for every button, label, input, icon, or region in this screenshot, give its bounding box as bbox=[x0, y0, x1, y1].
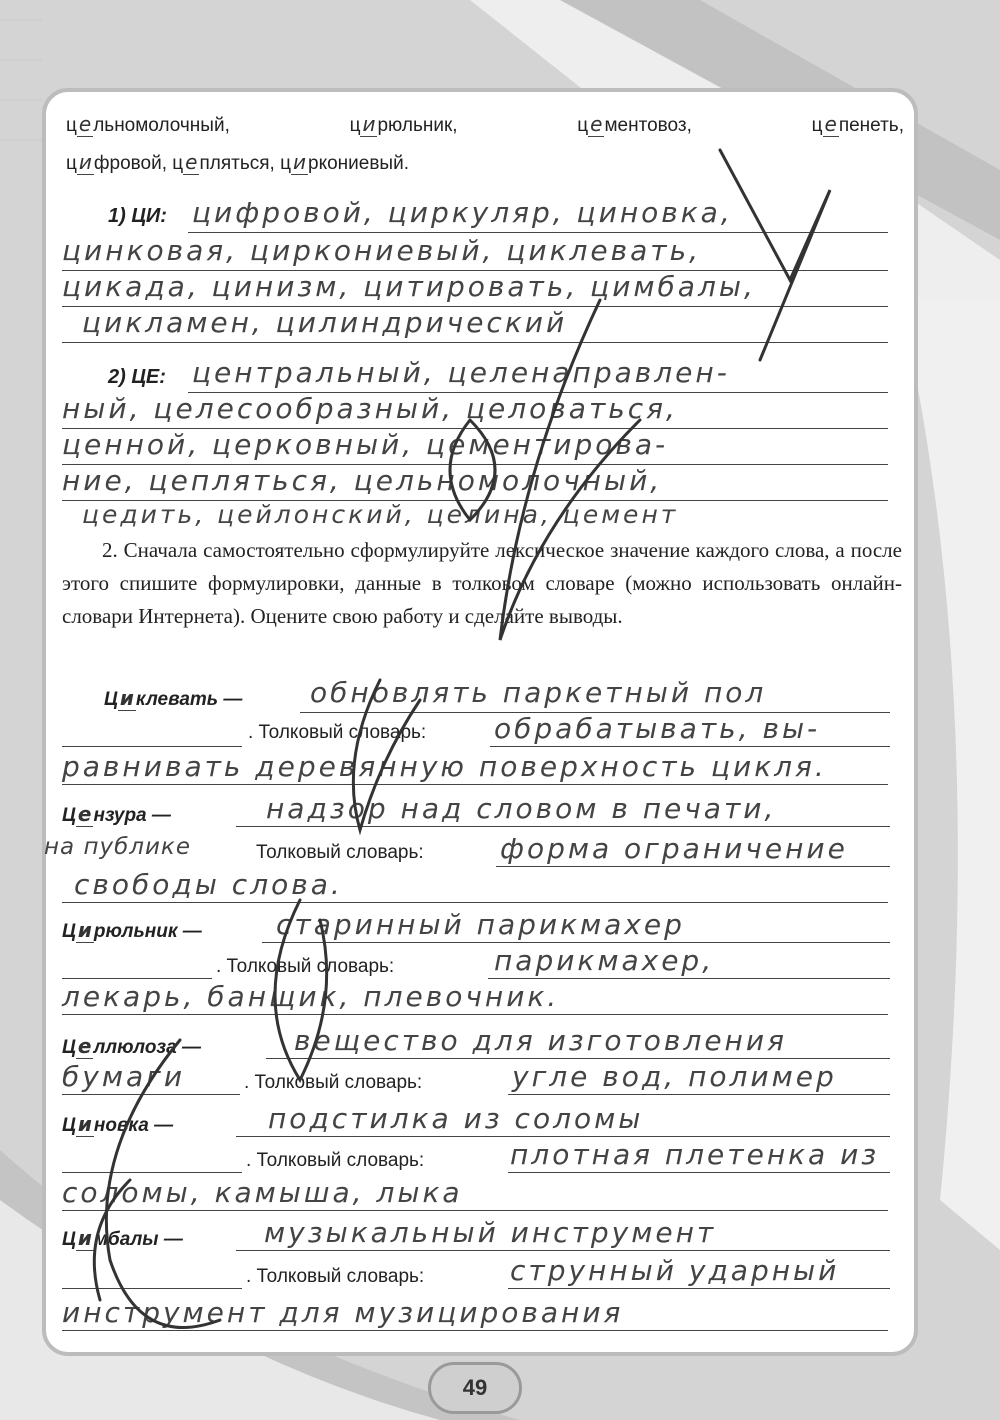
letter-fill[interactable]: е bbox=[77, 1034, 92, 1058]
letter-fill[interactable]: е bbox=[185, 150, 198, 174]
intro-word: ц е пляться, bbox=[172, 150, 275, 174]
term-cimbaly: Ц и мбалы — bbox=[62, 1226, 183, 1250]
answer-line bbox=[508, 1172, 890, 1173]
dictionary-definition[interactable]: лекарь, банщик, плевочник. bbox=[62, 980, 560, 1013]
dictionary-label: . Толковый словарь: bbox=[216, 956, 395, 977]
intro-word: ц и фровой, bbox=[66, 150, 167, 174]
dictionary-definition[interactable]: равнивать деревянную поверхность цикля. bbox=[62, 750, 827, 783]
letter-fill[interactable]: и bbox=[78, 150, 92, 174]
dictionary-definition[interactable]: соломы, камыша, лыка bbox=[62, 1176, 463, 1209]
dictionary-definition[interactable]: угле вод, полимер bbox=[512, 1060, 837, 1093]
dictionary-definition[interactable]: парикмахер, bbox=[494, 944, 715, 977]
term-cenzura: Ц е нзура — bbox=[62, 802, 171, 826]
answer-line bbox=[262, 942, 890, 943]
letter-fill[interactable]: и bbox=[77, 1226, 92, 1250]
page-number: 49 bbox=[428, 1362, 522, 1414]
answer-line bbox=[62, 784, 888, 785]
intro-word: ц е ментовоз, bbox=[577, 112, 692, 136]
ci-answer[interactable]: цинковая, циркониевый, циклевать, bbox=[62, 234, 701, 267]
dictionary-label: . Толковый словарь: bbox=[246, 1150, 425, 1171]
answer-line bbox=[62, 746, 242, 747]
answer-line bbox=[62, 1014, 888, 1015]
own-definition[interactable]: бумаги bbox=[62, 1060, 186, 1093]
own-definition[interactable]: обновлять паркетный пол bbox=[310, 676, 767, 709]
term-cirulnik: Ц и рюльник — bbox=[62, 918, 202, 942]
task-2-instructions: 2. Сначала самостоятельно сформулируйте лексическое значение каждого слова, а после этого спишите формулировки, данные в толковом словаре (можно использовать онлайн-словари Интернета). Оцените свою работу и сделайте выводы. bbox=[62, 538, 902, 628]
dictionary-definition[interactable]: свободы слова. bbox=[74, 868, 343, 901]
answer-line bbox=[236, 1136, 890, 1137]
dictionary-label: . Толковый словарь: bbox=[246, 1266, 425, 1287]
intro-word: ц е льномолочный, bbox=[66, 112, 230, 136]
dictionary-label: Толковый словарь: bbox=[256, 842, 424, 863]
answer-line bbox=[62, 1172, 242, 1173]
letter-fill[interactable]: и bbox=[77, 918, 92, 942]
letter-fill[interactable]: е bbox=[590, 112, 603, 136]
answer-line bbox=[62, 902, 888, 903]
answer-line bbox=[62, 1330, 888, 1331]
own-definition[interactable]: надзор над словом в печати, bbox=[266, 792, 777, 825]
letter-fill[interactable]: е bbox=[824, 112, 837, 136]
answer-line bbox=[62, 1094, 240, 1095]
letter-fill[interactable]: и bbox=[77, 1112, 92, 1136]
ci-answer[interactable]: цикламен, цилиндрический bbox=[82, 306, 568, 339]
ce-answer[interactable]: ние, цепляться, цельномолочный, bbox=[62, 464, 663, 497]
dictionary-definition[interactable]: струнный ударный bbox=[510, 1254, 840, 1287]
ci-label: 1) ЦИ: bbox=[108, 205, 167, 227]
dictionary-label: . Толковый словарь: bbox=[248, 722, 427, 743]
intro-word: ц и ркониевый. bbox=[280, 150, 409, 174]
own-definition[interactable]: подстилка из соломы bbox=[268, 1102, 644, 1135]
letter-fill[interactable]: и bbox=[293, 150, 306, 174]
own-definition[interactable]: музыкальный инструмент bbox=[264, 1216, 717, 1249]
dictionary-definition[interactable]: плотная плетенка из bbox=[510, 1138, 880, 1171]
answer-line bbox=[488, 978, 890, 979]
letter-fill[interactable]: и bbox=[362, 112, 376, 136]
ce-answer[interactable]: ценной, церковный, цементирова- bbox=[62, 428, 669, 461]
answer-line bbox=[490, 746, 890, 747]
own-definition[interactable]: на публике bbox=[44, 834, 191, 860]
ce-label: 2) ЦЕ: bbox=[108, 366, 166, 388]
answer-line bbox=[236, 826, 890, 827]
term-cyklevat: Ц и клевать — bbox=[104, 686, 243, 710]
ce-answer[interactable]: цедить, цейлонский, целина, цемент bbox=[82, 500, 679, 529]
intro-words-line-1 bbox=[66, 112, 904, 137]
intro-word: ц и рюльник, bbox=[349, 112, 458, 136]
dictionary-definition[interactable]: инструмент для музицирования bbox=[62, 1296, 624, 1329]
ci-answer[interactable]: цифровой, циркуляр, циновка, bbox=[192, 196, 733, 229]
intro-words-line-2 bbox=[66, 150, 409, 175]
ce-answer[interactable]: ный, целесообразный, целоваться, bbox=[62, 392, 678, 425]
answer-line bbox=[508, 1094, 890, 1095]
answer-line bbox=[62, 978, 212, 979]
ce-answer[interactable]: центральный, целенаправлен- bbox=[192, 356, 730, 389]
own-definition[interactable]: старинный парикмахер bbox=[276, 908, 685, 941]
letter-fill[interactable]: и bbox=[119, 686, 134, 710]
answer-line bbox=[62, 1210, 888, 1211]
answer-line bbox=[188, 232, 888, 233]
dictionary-label: . Толковый словарь: bbox=[244, 1072, 423, 1093]
ci-answer[interactable]: цикада, цинизм, цитировать, цимбалы, bbox=[62, 270, 756, 303]
answer-line bbox=[496, 866, 890, 867]
answer-line bbox=[266, 1058, 890, 1059]
dictionary-definition[interactable]: форма ограничение bbox=[500, 832, 848, 865]
answer-line bbox=[236, 1250, 890, 1251]
own-definition[interactable]: вещество для изготовления bbox=[294, 1024, 787, 1057]
answer-line bbox=[62, 1288, 242, 1289]
answer-line bbox=[508, 1288, 890, 1289]
term-celluloza: Ц е ллюлоза — bbox=[62, 1034, 201, 1058]
dictionary-definition[interactable]: обрабатывать, вы- bbox=[494, 712, 821, 745]
answer-line bbox=[62, 342, 888, 343]
term-cinovka: Ц и новка — bbox=[62, 1112, 174, 1136]
letter-fill[interactable]: е bbox=[78, 112, 92, 136]
intro-word: ц е пенеть, bbox=[811, 112, 904, 136]
letter-fill[interactable]: е bbox=[77, 802, 92, 826]
